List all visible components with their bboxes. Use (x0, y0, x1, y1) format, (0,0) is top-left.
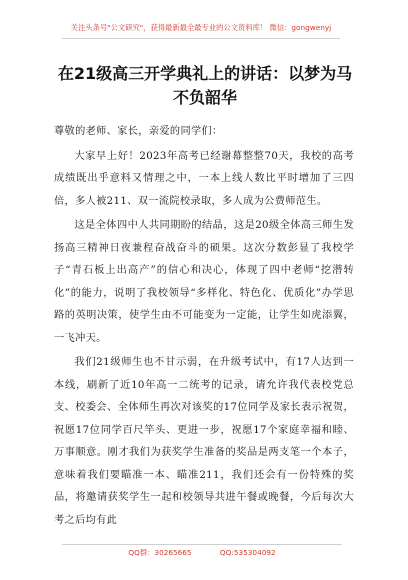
header-banner[interactable]: 关注头条号"公文研究"，获得最新最全最专业的公文资料库！ 微信：gongwenyj (62, 18, 340, 39)
greeting: 尊敬的老师、家长，亲爱的同学们： (54, 126, 223, 137)
document-body (54, 121, 354, 532)
footer-qq-group[interactable]: QQ群：30265665 (128, 548, 192, 557)
paragraph-2: 这是全体四中人共同期盼的结晶，这是20级全体高三师生发扬高三精神日夜兼程奋战奋斗的硕果。这次分数彭显了我校学子“青石板上出高产”的信心和决心，体现了四中老师“挖潜转化”的能力，说明了我校领导“多样化、特色化、优质化”办学思路的英明决策，使学生由不可能变为一定能，让学生如虎添翼，一飞冲天。 (54, 220, 354, 344)
paragraph-3: 我们21级师生也不甘示弱，在升级考试中，有17人达到一本线，刷新了近10年高一二统考的记录，请允许我代表校党总支、校委会、全体师生再次对该奖的17位同学及家长表示祝贺，祝愿17位同学百尺竿头、更进一步，祝愿17个家庭幸福和睦、万事顺意。刚才我们为获奖学生准备的奖品是两支笔一个本子，意味着我们要瞄准一本、瞄准211，我们还会有一份特殊的奖品，将邀请获奖学生一起和校领导共进午餐或晚餐，今后每次大考之后均有此 (54, 357, 354, 526)
footer-qq[interactable]: QQ:535304092 (219, 548, 276, 557)
footer (62, 544, 342, 561)
paragraph-1: 大家早上好！2023年高考已经谢幕整整70天，我校的高考成绩既出乎意料又情理之中，一本上线人数比平时增加了三四倍，多人被211、双一流院校录取，多人成为公费师范生。 (54, 150, 354, 207)
document-title: 在21级高三开学典礼上的讲话：以梦为马不负韶华 (57, 64, 353, 107)
